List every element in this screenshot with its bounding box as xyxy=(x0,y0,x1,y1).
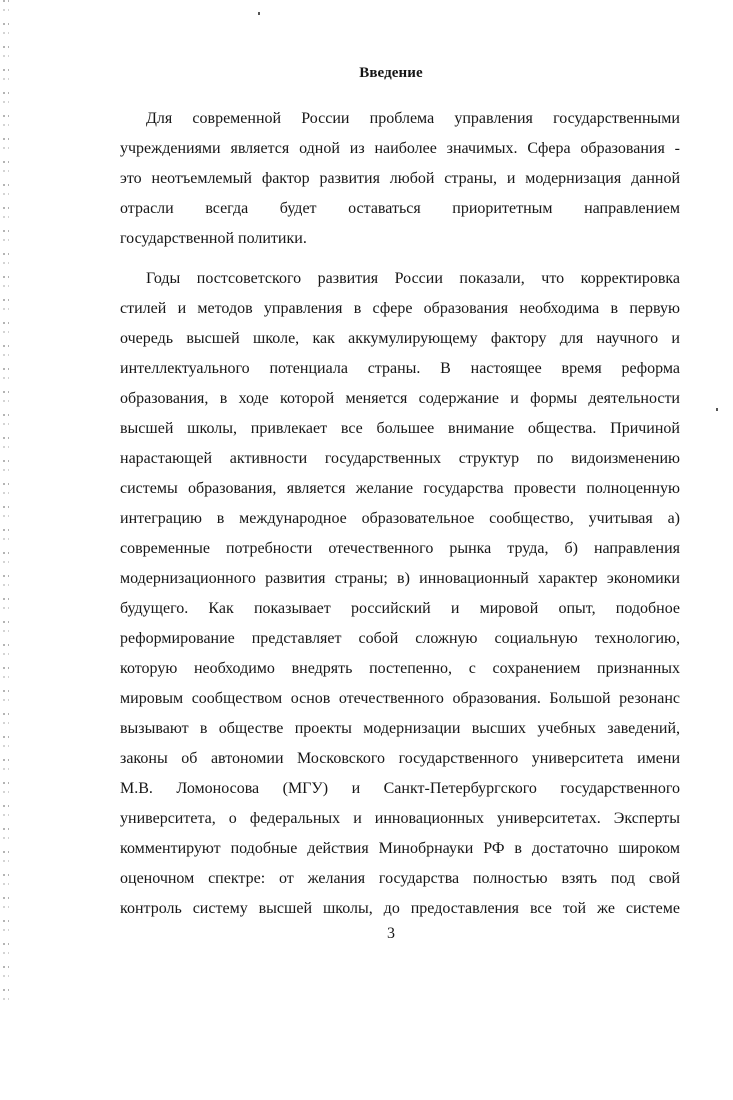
text-line: современные потребности отечественного рынка труда, б) направления xyxy=(120,540,680,557)
scan-speck xyxy=(716,408,718,411)
text-line: комментируют подобные действия Минобрнауки РФ в достаточно широком xyxy=(120,840,680,857)
text-line: нарастающей активности государственных структур по видоизменению xyxy=(120,450,680,467)
text-line: мировым сообществом основ отечественного образования. Большой резонанс xyxy=(120,690,680,707)
paragraph-1 xyxy=(120,104,680,254)
text-line: интеллектуального потенциала страны. В настоящее время реформа xyxy=(120,360,680,377)
page-title: Введение xyxy=(359,65,423,81)
text-line: оценочном спектре: от желания государства полностью взять под свой xyxy=(120,870,680,887)
text-line: это неотъемлемый фактор развития любой страны, и модернизация данной xyxy=(120,170,680,187)
scan-binding-edge xyxy=(3,0,13,1010)
text-line: высшей школы, привлекает все большее внимание общества. Причиной xyxy=(120,420,680,437)
text-line: стилей и методов управления в сфере образования необходима в первую xyxy=(120,300,680,317)
text-line: образования, в ходе которой меняется содержание и формы деятельности xyxy=(120,390,680,407)
text-line: Годы постсоветского развития России показали, что корректировка xyxy=(146,270,680,287)
text-line: очередь высшей школе, как аккумулирующему фактору для научного и xyxy=(120,330,680,347)
text-line: учреждениями является одной из наиболее значимых. Сфера образования - xyxy=(120,140,680,157)
text-line: М.В. Ломоносова (МГУ) и Санкт-Петербургского государственного xyxy=(120,780,680,797)
text-line: Для современной России проблема управления государственными xyxy=(146,110,680,127)
paragraph-2 xyxy=(120,264,680,924)
text-line: которую необходимо внедрять постепенно, с сохранением признанных xyxy=(120,660,680,677)
text-line: реформирование представляет собой сложную социальную технологию, xyxy=(120,630,680,647)
text-line: системы образования, является желание государства провести полноценную xyxy=(120,480,680,497)
text-line: интеграцию в международное образовательное сообщество, учитывая а) xyxy=(120,510,680,527)
text-line: университета, о федеральных и инновационных университетах. Эксперты xyxy=(120,810,680,827)
text-line: модернизационного развития страны; в) инновационный характер экономики xyxy=(120,570,680,587)
page-number: 3 xyxy=(387,925,395,942)
scan-speck xyxy=(258,12,260,15)
text-line: контроль систему высшей школы, до предоставления все той же системе xyxy=(120,900,680,917)
text-line: государственной политики. xyxy=(120,230,307,247)
text-line: будущего. Как показывает российский и мировой опыт, подобное xyxy=(120,600,680,617)
text-line: вызывают в обществе проекты модернизации высших учебных заведений, xyxy=(120,720,680,737)
text-line: законы об автономии Московского государственного университета имени xyxy=(120,750,680,767)
text-line: отрасли всегда будет оставаться приоритетным направлением xyxy=(120,200,680,217)
